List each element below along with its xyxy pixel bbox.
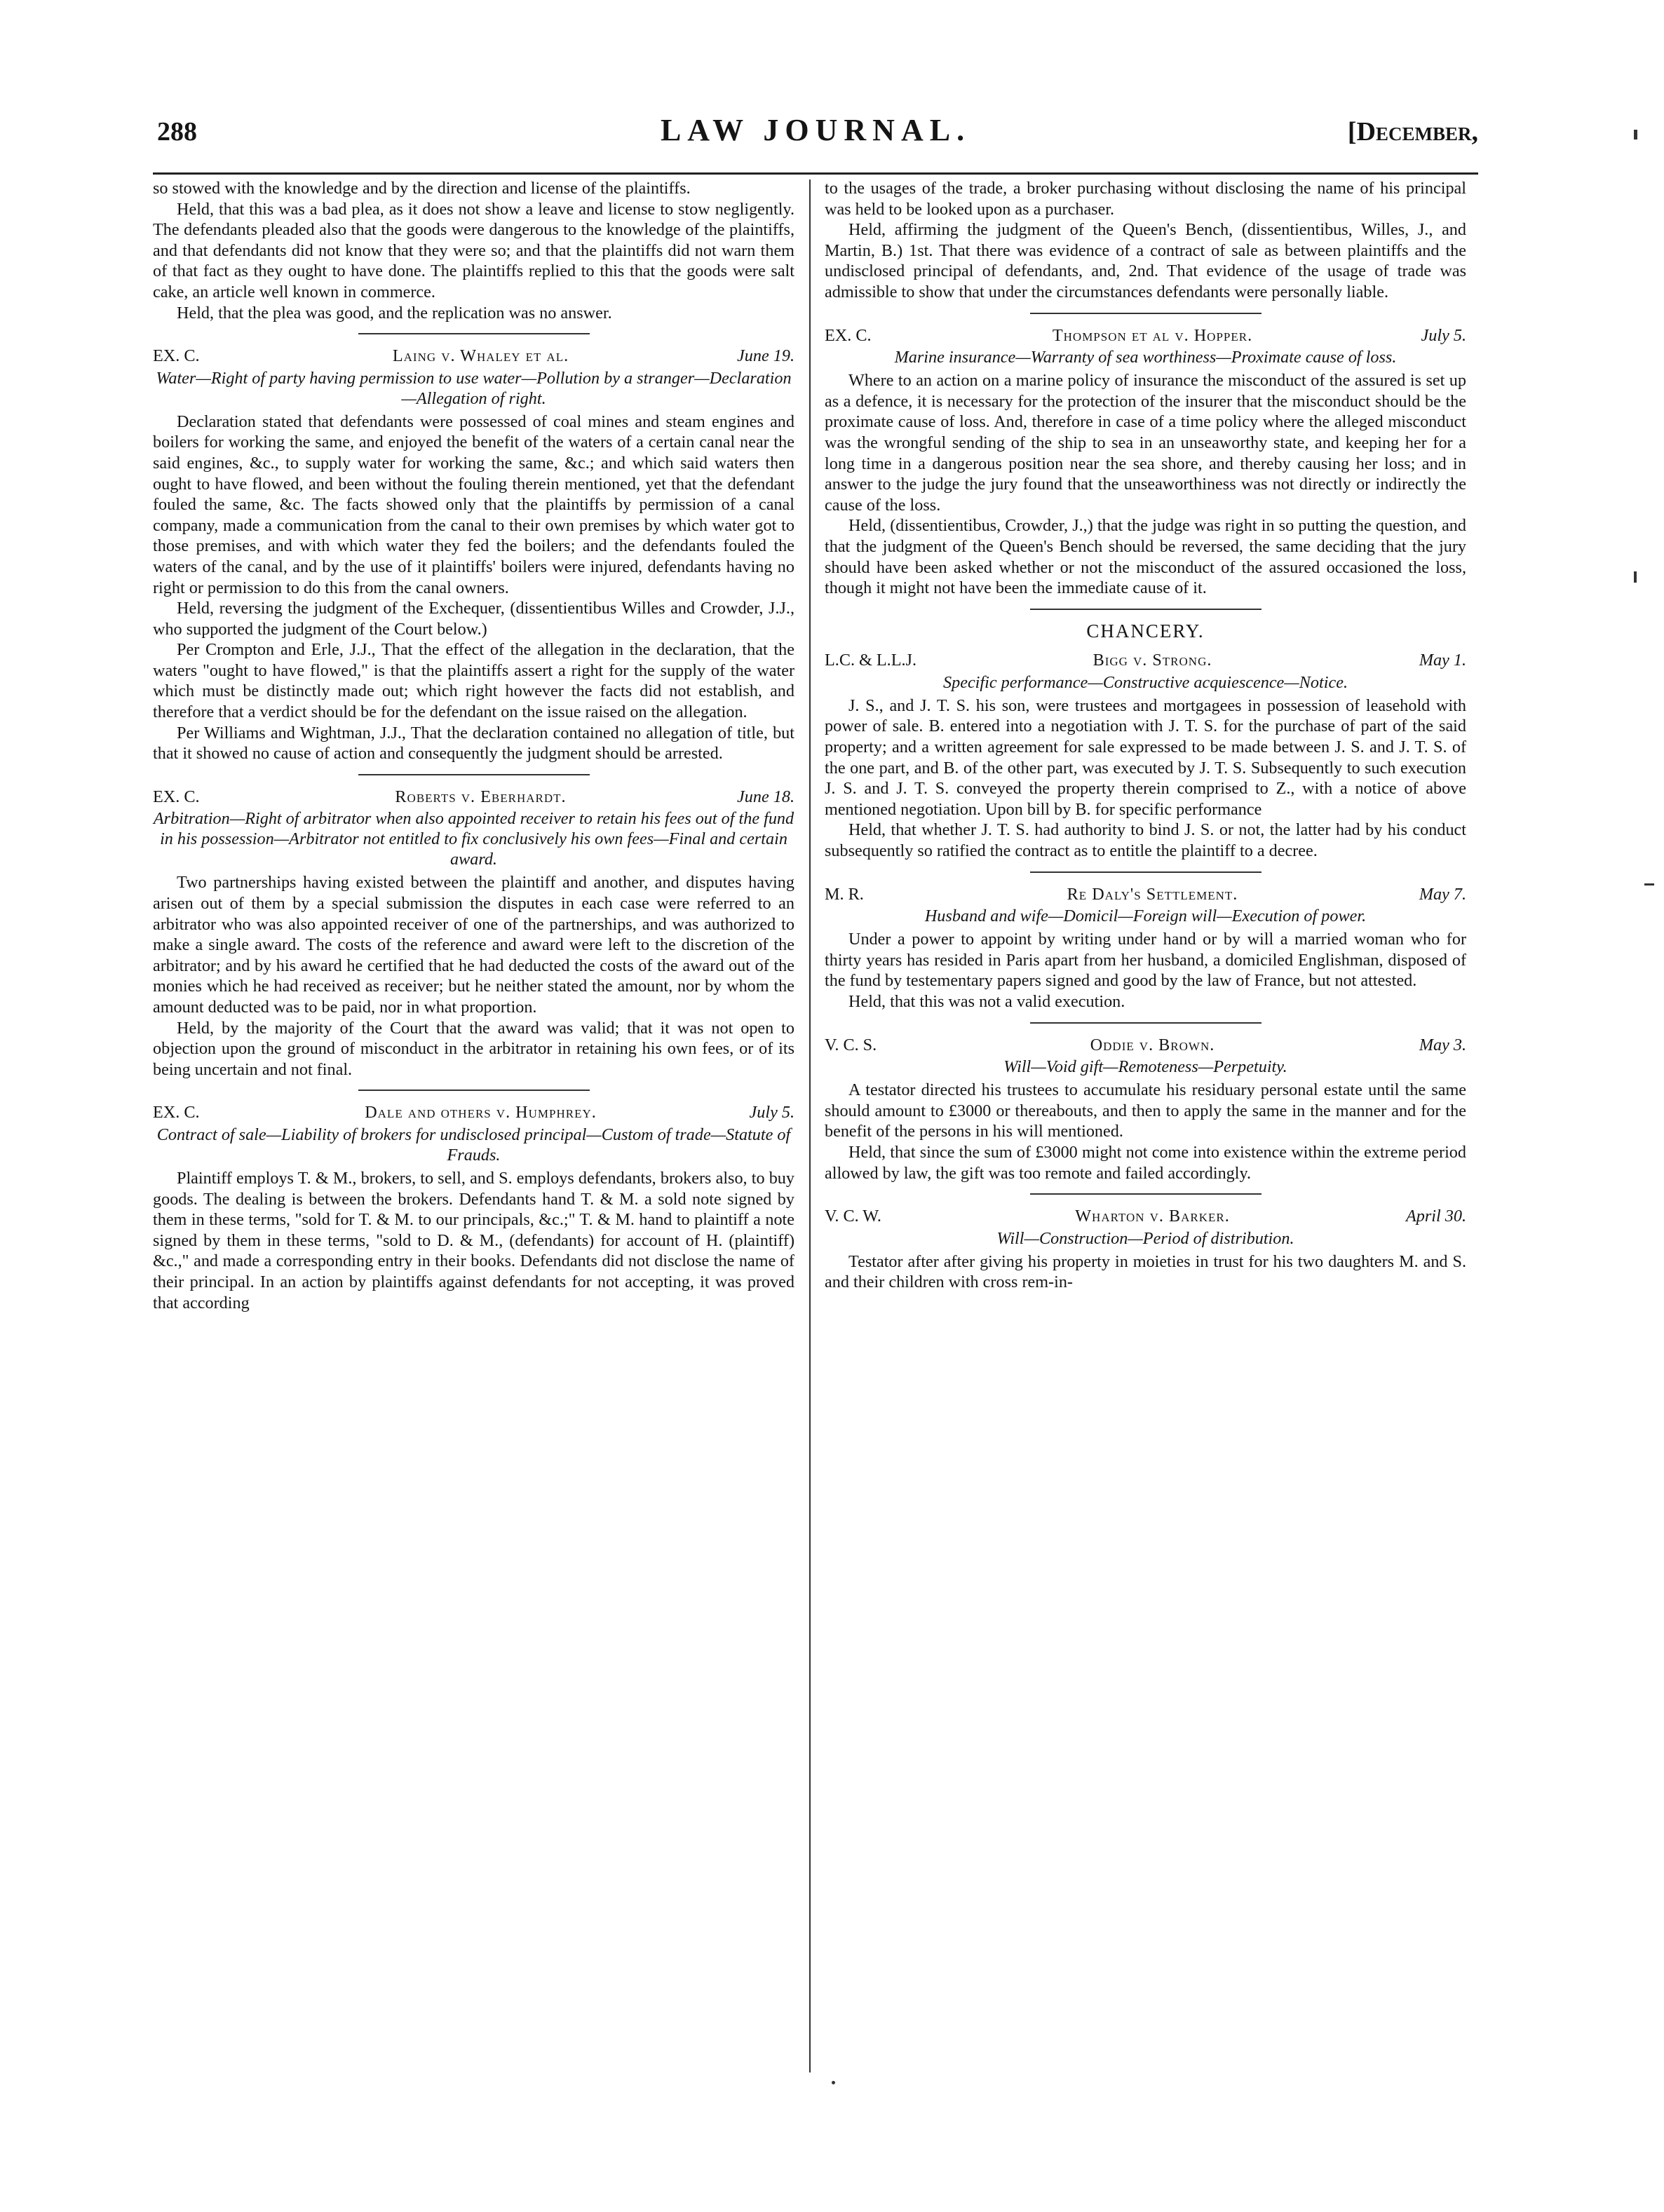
case-date: May 3. [1419, 1035, 1466, 1054]
continuation-paragraph: Held, affirming the judgment of the Queen's Bench, (dissentientibus, Willes, J., and Martin, B.) 1st. That there was evidence of a contract of sale as between plaintiffs and the undisclosed principal of defendants, and, 2nd. That evidence of the usage of trade was admissible to show that under the circumstances defendants were personally liable. [825, 220, 1466, 301]
case-report [825, 1035, 1466, 1184]
case-parties: Re Daly's Settlement. [1067, 884, 1238, 904]
case-paragraph: Testator after after giving his property in moieties in trust for his two daughters M. and S. and their children with cross rem-in- [825, 1251, 1466, 1292]
case-report [825, 884, 1466, 1012]
case-heading [153, 1102, 794, 1123]
case-paragraph: Declaration stated that defendants were possessed of coal mines and steam engines and boilers for working the same, and enjoyed the benefit of the waters of a certain canal near the said engines, &c., to supply water for working the same, &c.; and which said waters then ought to have flowed, and been without the fouling therein mentioned, yet that the defendant fouled the same, &c. The facts showed only that the plaintiffs by permission of a canal company, made a communication from the canal to their own premises by which water got to those premises, and with which water they fed the boilers; and the defendants fouled the waters of the canal, and by the use of it plaintiffs' boilers were injured, defendants having no right or permission to do this from the canal owners. [153, 412, 794, 597]
journal-title: LAW JOURNAL. [660, 113, 971, 147]
case-heading [153, 346, 794, 367]
case-separator [1030, 609, 1261, 610]
case-paragraph: Where to an action on a marine policy of insurance the misconduct of the assured is set up as a defence, it is necessary for the protection of the insurer that the misconduct should be the proximate cause of loss. And, therefore in case of a time policy where the alleged misconduct was the wrongful sending of the ship to sea in an unseaworthy state, and keeping her for a long time in a dangerous position near the sea shore, and thereby causing her loss; and in answer to the judge the jury found that the unseaworthiness was not directly or indirectly the cause of the loss. [825, 371, 1466, 515]
case-heading [825, 884, 1466, 905]
court-abbreviation: EX. C. [153, 1103, 200, 1122]
case-report [153, 1102, 794, 1313]
case-paragraph: Held, reversing the judgment of the Exchequer, (dissentientibus Willes and Crowder, J.J., who supported the judgment of the Court below.) [153, 599, 794, 639]
case-date: June 19. [737, 346, 794, 366]
case-parties: Oddie v. Brown. [1090, 1035, 1215, 1054]
catchwords: Will—Construction—Period of distribution. [996, 1228, 1294, 1248]
case-parties: Wharton v. Barker. [1075, 1207, 1230, 1226]
case-heading [825, 325, 1466, 346]
case-report [825, 1206, 1466, 1293]
case-separator [1030, 313, 1261, 314]
case-date: May 7. [1419, 884, 1466, 904]
case-report [825, 325, 1466, 599]
case-report [153, 346, 794, 764]
continuation-paragraph: Held, that this was a bad plea, as it does not show a leave and license to stow negligently. The defendants pleaded also that the goods were dangerous to the knowledge of the plaintiffs, and that defendants did not know that they were so; and that the plaintiffs did not warn them of that fact as they ought to have done. The plaintiffs replied to this that the goods were salt cake, an article well known in commerce. [153, 199, 794, 301]
case-report [153, 787, 794, 1080]
case-paragraph: A testator directed his trustees to accumulate his residuary personal estate until the same should amount to £3000 or thereabouts, and then to apply the same in the manner and for the benefit of the persons in his will mentioned. [825, 1080, 1466, 1141]
case-paragraph: Held, (dissentientibus, Crowder, J.,) that the judge was right in so putting the question, and that the judgment of the Queen's Bench should be reversed, the same deciding that the jury should have been asked whether or not the misconduct of the assured occasioned the loss, though it might not have been the immediate cause of it. [825, 516, 1466, 598]
case-separator [1030, 871, 1261, 873]
case-parties: Laing v. Whaley et al. [392, 346, 569, 366]
case-separator [358, 333, 590, 334]
court-abbreviation: EX. C. [153, 346, 200, 366]
case-report [825, 650, 1466, 861]
law-journal-page [153, 112, 1478, 1312]
case-paragraph: Per Williams and Wightman, J.J., That the declaration contained no allegation of title, but that it showed no cause of action and consequently the judgment should be arrested. [153, 723, 794, 764]
scan-speck [832, 2081, 835, 2084]
case-paragraph: Held, that since the sum of £3000 might not come into existence within the extreme period allowed by law, the gift was too remote and failed accordingly. [825, 1142, 1466, 1183]
case-heading [825, 1206, 1466, 1227]
case-heading [825, 1035, 1466, 1056]
left-column [153, 178, 794, 1313]
section-heading: CHANCERY. [1086, 620, 1205, 642]
continuation-paragraph: Held, that the plea was good, and the replication was no answer. [177, 303, 612, 323]
scan-speck [1634, 571, 1637, 583]
scan-speck [1634, 130, 1637, 140]
case-parties: Bigg v. Strong. [1093, 651, 1212, 670]
case-paragraph: Under a power to appoint by writing under hand or by will a married woman who for thirty years has resided in Paris apart from her husband, a domiciled Englishman, disposed of the fund by testementary papers signed and good by the law of France, but not attested. [825, 930, 1466, 991]
catchwords: Husband and wife—Domicil—Foreign will—Execution of power. [924, 907, 1367, 926]
court-abbreviation: V. C. W. [825, 1207, 881, 1226]
catchwords: Contract of sale—Liability of brokers for undisclosed principal—Custom of trade—Statute of Frauds. [156, 1125, 791, 1165]
case-paragraph: Held, by the majority of the Court that the award was valid; that it was not open to objection upon the ground of misconduct in the arbitrator in retaining his own fees, or of its being uncertain and not final. [153, 1018, 794, 1079]
issue-month: [December, [1347, 117, 1478, 147]
catchwords: Marine insurance—Warranty of sea worthiness—Proximate cause of loss. [894, 348, 1397, 367]
column-divider [809, 179, 811, 2072]
case-date: July 5. [1421, 325, 1466, 345]
case-separator [358, 1090, 590, 1091]
catchwords: Specific performance—Constructive acquiescence—Notice. [943, 672, 1348, 692]
case-separator [1030, 1193, 1261, 1195]
continuation-paragraph: so stowed with the knowledge and by the direction and license of the plaintiffs. [153, 179, 691, 198]
page-number: 288 [157, 117, 197, 147]
case-paragraph: Per Crompton and Erle, J.J., That the effect of the allegation in the declaration, that the waters "ought to have flowed," is that the plaintiffs assert a right for the supply of the water which must be distinctly made out; which right however the facts did not establish, and therefore that a verdict should be for the defendant on the issue raised on the allegation. [153, 640, 794, 722]
case-parties: Roberts v. Eberhardt. [395, 787, 567, 806]
court-abbreviation: EX. C. [153, 787, 200, 806]
case-date: May 1. [1419, 651, 1466, 670]
court-abbreviation: M. R. [825, 884, 864, 904]
right-column [825, 178, 1466, 1293]
catchwords: Water—Right of party having permission to use water—Pollution by a stranger—Declaration—Allegation of right. [156, 368, 792, 408]
case-date: June 18. [737, 787, 794, 806]
case-heading [825, 650, 1466, 671]
court-abbreviation: L.C. & L.L.J. [825, 651, 917, 670]
case-parties: Thompson et al v. Hopper. [1052, 325, 1253, 345]
running-header [153, 112, 1478, 163]
case-paragraph: Held, that this was not a valid execution. [848, 992, 1125, 1011]
case-paragraph: Plaintiff employs T. & M., brokers, to sell, and S. employs defendants, brokers also, to buy goods. The dealing is between the brokers. Defendants hand T. & M. a sold note signed by them in these terms, "sold for T. & M. to our principals, &c.;" T. & M. hand to plaintiff a note signed by them in these terms, "sold to D. & M., (defendants) for account of H. (plaintiff) &c.," and made a corresponding entry in their books. Defendants did not disclose the name of their principal. In an action by plaintiffs against defendants for not accepting, it was proved that according [153, 1168, 794, 1312]
scan-speck [1644, 883, 1654, 886]
header-rule [153, 172, 1478, 175]
catchwords: Arbitration—Right of arbitrator when also appointed receiver to retain his fees out of the fund in his possession—Arbitrator not entitled to fix conclusively his own fees—Final and certain award. [153, 809, 794, 869]
case-parties: Dale and others v. Humphrey. [365, 1103, 597, 1122]
court-abbreviation: V. C. S. [825, 1035, 877, 1054]
case-paragraph: Held, that whether J. T. S. had authority to bind J. S. or not, the latter had by his conduct subsequently so ratified the contract as to entitle the plaintiff to a decree. [825, 820, 1466, 861]
continuation-paragraph: to the usages of the trade, a broker purchasing without disclosing the name of his principal was held to be looked upon as a purchaser. [825, 179, 1466, 219]
case-separator [1030, 1022, 1261, 1024]
court-abbreviation: EX. C. [825, 325, 872, 345]
catchwords: Will—Void gift—Remoteness—Perpetuity. [1003, 1057, 1287, 1077]
case-date: July 5. [749, 1103, 794, 1122]
case-date: April 30. [1405, 1207, 1466, 1226]
case-paragraph: J. S., and J. T. S. his son, were trustees and mortgagees in possession of leasehold with power of sale. B. entered into a negotiation with J. T. S. for the purchase of part of the said property; and a written agreement for sale expressed to be made between J. S. and J. T. S. of the one part, and B. of the other part, was executed by J. T. S. Subsequently to such execution J. S. and J. T. S. conveyed the property therein comprised to Z., with a notice of above mentioned negotiation. Upon bill by B. for specific performance [825, 696, 1466, 819]
case-heading [153, 787, 794, 808]
case-separator [358, 774, 590, 775]
case-paragraph: Two partnerships having existed between the plaintiff and another, and disputes having arisen out of them by a special submission the disputes in each case were referred to an arbitrator who was also appointed receiver of one of the partnerships, and was authorized to make a single award. The costs of the reference and award were left to the discretion of the arbitrator; and by his award he certified that he had deducted the costs of the award out of the monies which he had received as receiver; but he neither stated the amount, nor by whom the amount deducted was to be paid, nor in what proportion. [153, 873, 794, 1017]
